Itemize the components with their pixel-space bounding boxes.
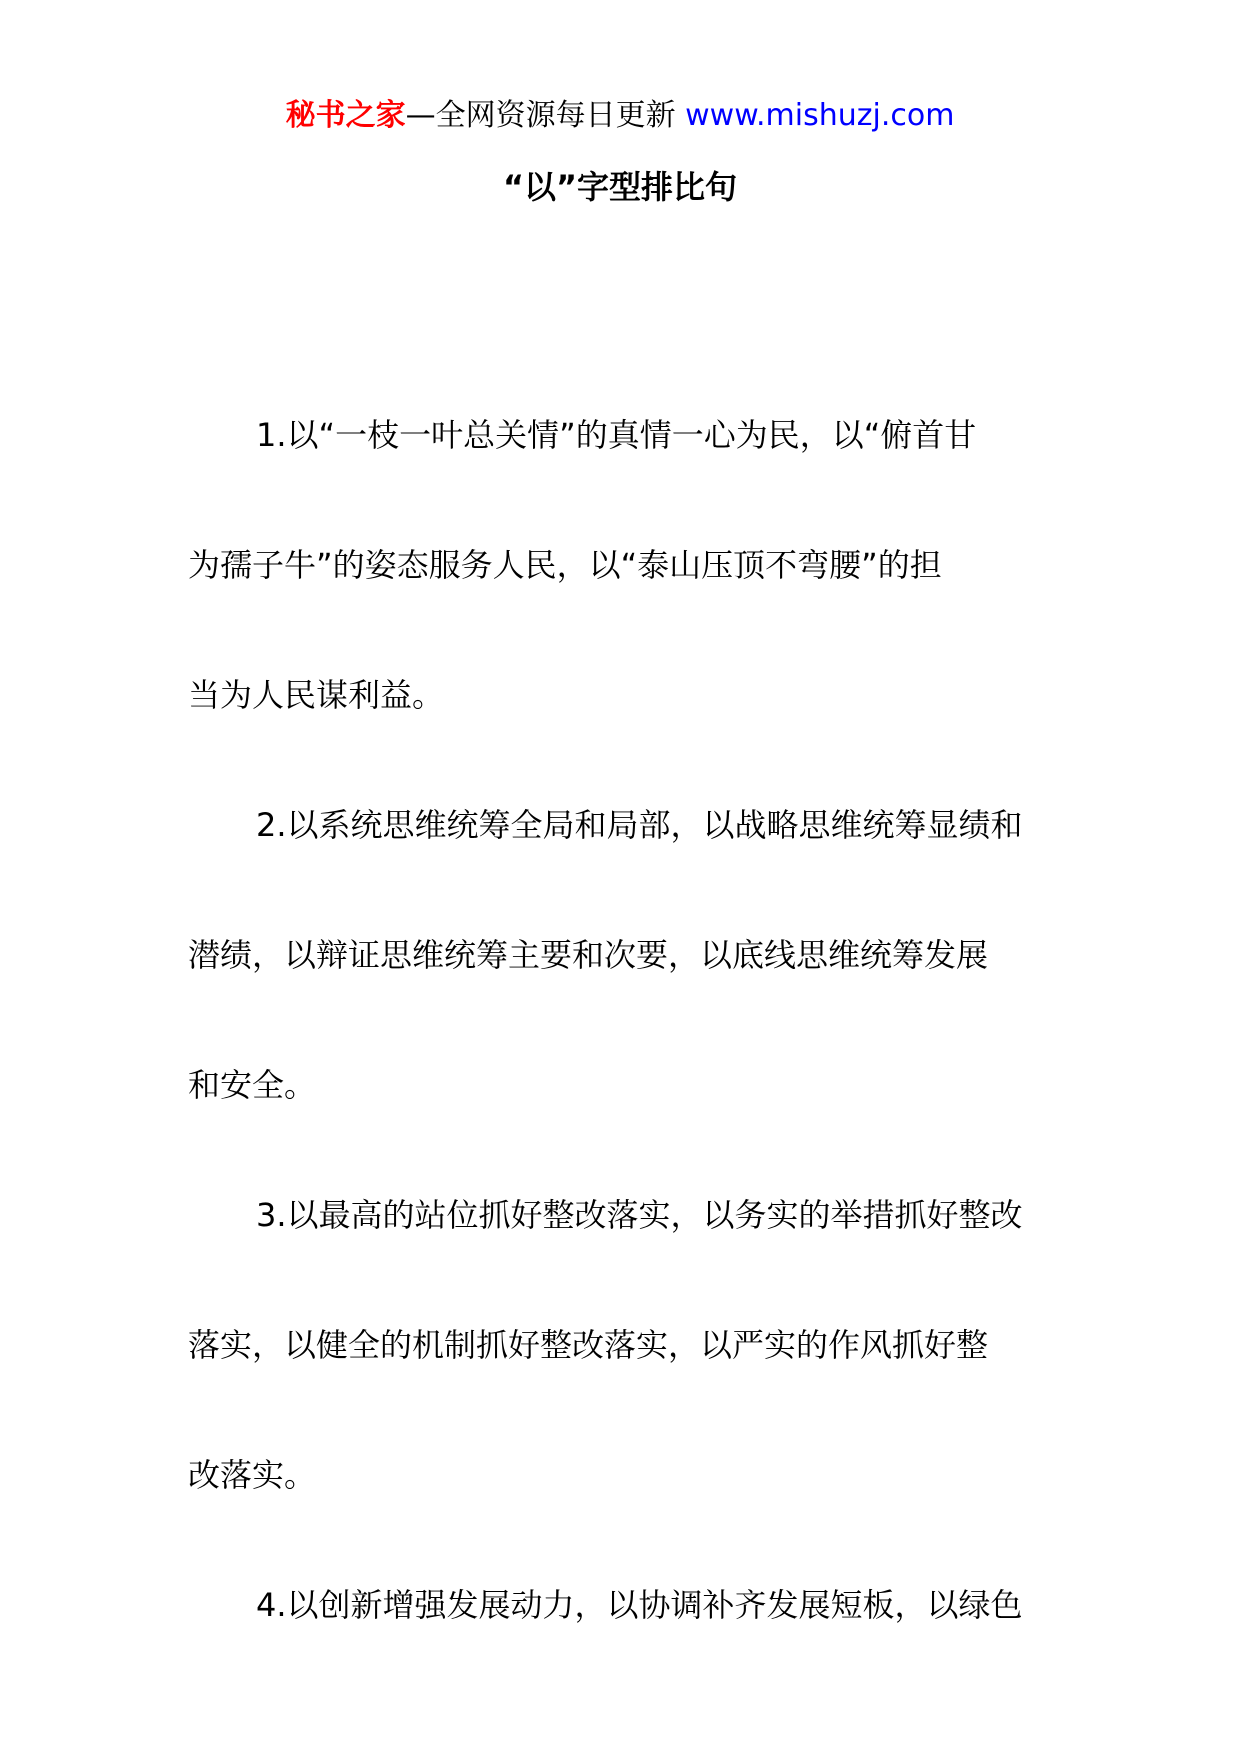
document-body — [188, 370, 1054, 1670]
paragraph-4 — [188, 1540, 1054, 1670]
paragraph-line: 为孺子牛”的姿态服务人民，以“泰山压顶不弯腰”的担 — [188, 546, 942, 584]
paragraph-line: 改落实。 — [188, 1456, 317, 1494]
paragraph-3 — [188, 1150, 1054, 1540]
paragraph-line: 2.以系统思维统筹全局和局部，以战略思维统筹显绩和 — [256, 806, 1023, 844]
paragraph-line: 落实，以健全的机制抓好整改落实，以严实的作风抓好整 — [188, 1326, 989, 1364]
paragraph-1 — [188, 370, 1054, 760]
paragraph-line: 当为人民谋利益。 — [188, 676, 445, 714]
paragraph-line: 潜绩，以辩证思维统筹主要和次要，以底线思维统筹发展 — [188, 936, 989, 974]
paragraph-line: 1.以“一枝一叶总关情”的真情一心为民，以“俯首甘 — [256, 416, 977, 454]
brand-slogan: —全网资源每日更新 — [405, 98, 686, 133]
document-title: “以”字型排比句 — [502, 168, 738, 206]
paragraph-line: 4.以创新增强发展动力，以协调补齐发展短板，以绿色 — [256, 1586, 1023, 1624]
paragraph-line: 3.以最高的站位抓好整改落实，以务实的举措抓好整改 — [256, 1196, 1023, 1234]
brand-name: 秘书之家 — [285, 98, 406, 133]
site-url-link[interactable]: www.mishuzj.com — [685, 98, 955, 133]
site-header — [0, 96, 1240, 136]
paragraph-2 — [188, 760, 1054, 1150]
paragraph-line: 和安全。 — [188, 1066, 317, 1104]
